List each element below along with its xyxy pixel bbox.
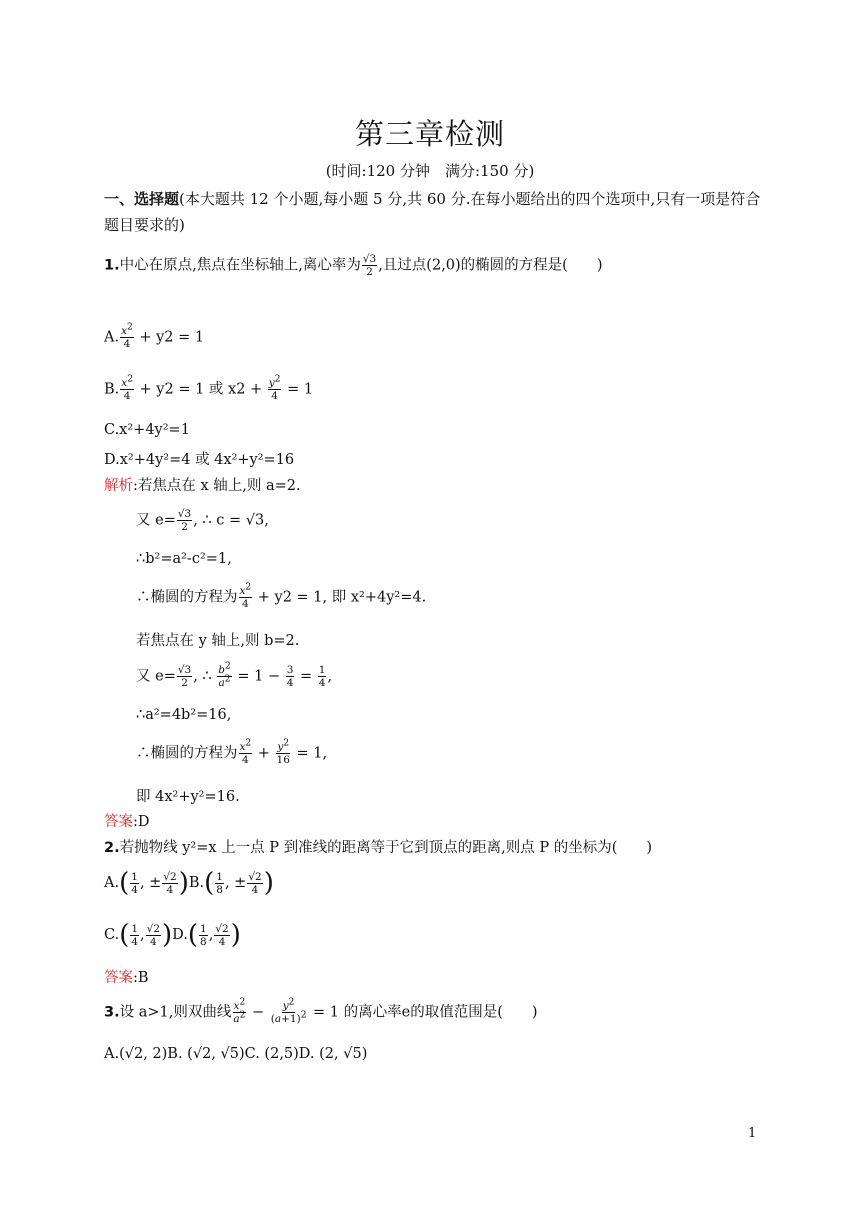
question-2-answer: 答案:B <box>104 970 149 986</box>
question-2-options-ab: A.( $\frac{1}{4}$ , ± $\frac{√2}{4}$ )B.( $\frac{1}{8}$ , ± $\frac{√2}{4}$ ) <box>104 868 274 898</box>
question-2-options-cd: C.( $\frac{1}{4}$ , $\frac{√2}{4}$ )D.( $\frac{1}{8}$ , $\frac{√2}{4}$ ) <box>104 920 241 950</box>
page-number: 1 <box>748 1126 757 1141</box>
question-1-analysis: 解析:若焦点在 x 轴上,则 a=2. <box>104 478 301 494</box>
section-heading-label: 一、选择题 <box>104 190 180 208</box>
analysis-step: ∴a²=4b²=16, <box>136 707 232 723</box>
section-heading <box>104 186 764 238</box>
question-1-stem: 1.中心在原点,焦点在坐标轴上,离心率为 $\frac{√3}{2}$ ,且过点(2,0)的椭圆的方程是( ) <box>104 253 603 278</box>
question-2-stem: 2.若抛物线 y²=x 上一点 P 到准线的距离等于它到顶点的距离,则点 P 的坐标为( ) <box>104 840 653 856</box>
analysis-step: ∴椭圆的方程为 $\frac{x^2}{4}$ + y2 = 1, 即 x²+4y²=4. <box>136 582 427 610</box>
analysis-label: 解析 <box>104 478 133 494</box>
answer-label: 答案 <box>104 814 133 830</box>
analysis-step: 又 e= $\frac{√3}{2}$ , ∴ c = √3, <box>136 508 269 533</box>
page-subtitle: (时间:120 分钟 满分:150 分) <box>325 162 535 180</box>
analysis-step: 即 4x²+y²=16. <box>136 789 240 805</box>
analysis-step: ∴b²=a²-c²=1, <box>136 551 232 567</box>
question-1-option-d: D.x²+4y²=4 或 4x²+y²=16 <box>104 452 295 468</box>
analysis-step: 若焦点在 y 轴上,则 b=2. <box>136 633 300 649</box>
question-1-option-a: A. $\frac{x^2}{4}$ + y2 = 1 <box>104 322 205 350</box>
section-description: (本大题共 12 个小题,每小题 5 分,共 60 分.在每小题给出的四个选项中,只有一项是符合题目要求的) <box>104 190 761 234</box>
question-1-answer: 答案:D <box>104 814 150 830</box>
analysis-step: 又 e= $\frac{√3}{2}$ , ∴ $\frac{b^2}{a^2}$ = 1 − $\frac{3}{4}$ = $\frac{1}{4}$ , <box>136 661 333 689</box>
analysis-step: ∴椭圆的方程为 $\frac{x^2}{4}$ + $\frac{y^2}{16}$ = 1, <box>136 738 328 766</box>
page-title: 第三章检测 <box>354 117 505 151</box>
answer-label: 答案 <box>104 970 133 986</box>
question-1-option-c: C.x²+4y²=1 <box>104 422 190 438</box>
question-3-stem: 3.设 a>1,则双曲线 $\frac{x^2}{a^2}$ − $\frac{y^2}{(a+1)^2}$ = 1 的离心率e的取值范围是( ) <box>104 997 538 1025</box>
question-3-options: A.(√2, 2)B. (√2, √5)C. (2,5)D. (2, √5) <box>104 1046 368 1062</box>
question-1-option-b: B. $\frac{x^2}{4}$ + y2 = 1 或 x2 + $\frac{y^2}{4}$ = 1 <box>104 374 314 402</box>
